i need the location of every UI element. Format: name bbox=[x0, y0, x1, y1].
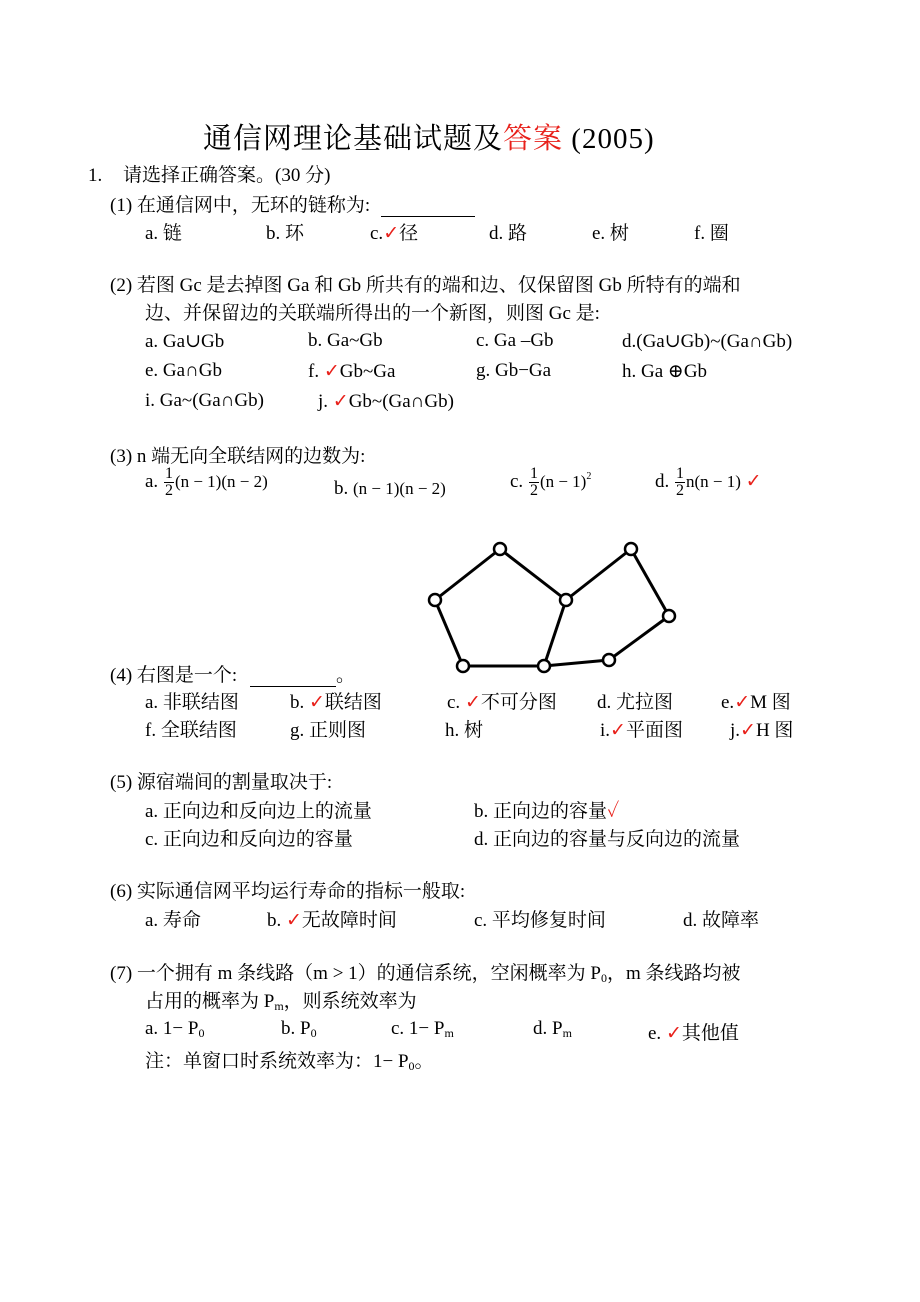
fraction-denominator: 2 bbox=[164, 482, 173, 499]
graph-node-n6 bbox=[625, 543, 637, 555]
title-year: (2005) bbox=[571, 123, 655, 155]
q7-text-1a: 一个拥有 m 条线路（m > 1）的通信系统，空闲概率为 P bbox=[136, 963, 601, 984]
check-mark-icon: ✓ bbox=[745, 470, 762, 492]
q2-option-g: g. Gb−Ga bbox=[476, 360, 552, 381]
q4-option-c bbox=[447, 687, 557, 714]
q2-option-a: a. Ga∪Gb bbox=[145, 331, 225, 352]
q7-label: (7) bbox=[110, 963, 133, 984]
fraction-denominator: 2 bbox=[529, 482, 538, 499]
q4-option-j bbox=[730, 715, 793, 742]
q7-option-e-text: 其他值 bbox=[681, 1023, 739, 1044]
graph-node-n3 bbox=[457, 660, 469, 672]
q1-option-c-text: 径 bbox=[399, 223, 419, 244]
q1-option-c-label: c. bbox=[370, 223, 384, 244]
q5-stem bbox=[110, 767, 332, 794]
q6-option-c: c. 平均修复时间 bbox=[474, 910, 606, 931]
q6-text: 实际通信网平均运行寿命的指标一般取: bbox=[136, 881, 466, 902]
check-mark-icon: ✓ bbox=[610, 720, 626, 741]
check-mark-icon: ✓ bbox=[309, 692, 325, 713]
check-mark-icon: ✓ bbox=[607, 801, 620, 822]
q2-option-h: h. Ga ⊕Gb bbox=[622, 361, 708, 382]
graph-edge-n8-n4 bbox=[544, 660, 609, 666]
q1-option-e: e. 树 bbox=[592, 223, 629, 244]
q7-sub-1: 0 bbox=[601, 971, 607, 985]
q4-label: (4) bbox=[110, 665, 133, 686]
q7-text-2a: 占用的概率为 P bbox=[145, 991, 275, 1012]
q7-option-c-sub: m bbox=[444, 1026, 454, 1040]
q4-text: 右图是一个: bbox=[136, 665, 238, 686]
graph-node-n7 bbox=[663, 610, 675, 622]
q2-option-f-label: f. bbox=[308, 361, 320, 382]
q7-option-c-text: c. 1− P bbox=[391, 1018, 445, 1039]
fraction-numerator: 1 bbox=[529, 465, 538, 482]
q7-text-2b: ，则系统效率为 bbox=[283, 991, 417, 1012]
q4-answer-blank bbox=[250, 670, 336, 687]
q7-option-e bbox=[648, 1018, 739, 1045]
q2-option-f-text: Gb~Ga bbox=[339, 361, 396, 382]
q7-option-b bbox=[281, 1018, 317, 1040]
q7-option-a bbox=[145, 1018, 204, 1040]
title-main: 通信网理论基础试题及 bbox=[203, 123, 504, 155]
q7-option-a-text: a. 1− P bbox=[145, 1018, 199, 1039]
q3-option-a-expr: (n − 1)(n − 2) bbox=[174, 471, 268, 491]
graph-node-n2 bbox=[429, 594, 441, 606]
section-title: 请选择正确答案。(30 分) bbox=[123, 165, 331, 186]
q2-option-c: c. Ga –Gb bbox=[476, 330, 554, 351]
q3-option-b-label: b. bbox=[334, 478, 349, 499]
q6-option-b-label: b. bbox=[267, 910, 282, 931]
q6-option-a: a. 寿命 bbox=[145, 910, 201, 931]
q6-stem bbox=[110, 876, 465, 903]
q2-text-1: 若图 Gc 是去掉图 Ga 和 Gb 所共有的端和边、仅保留图 Gb 所特有的端和 bbox=[136, 275, 741, 296]
q4-option-c-label: c. bbox=[447, 692, 461, 713]
graph-node-n1 bbox=[494, 543, 506, 555]
q5-label: (5) bbox=[110, 772, 133, 793]
q7-note-sub: 0 bbox=[408, 1059, 415, 1073]
q7-stem-line2 bbox=[145, 986, 417, 1013]
graph-edge-n4-n5 bbox=[544, 600, 566, 666]
q1-label: (1) bbox=[110, 195, 133, 216]
q3-option-d-label: d. bbox=[655, 470, 670, 492]
q4-option-e bbox=[721, 687, 791, 714]
q1-option-a: a. 链 bbox=[145, 223, 182, 244]
graph-edge-n6-n7 bbox=[631, 549, 669, 616]
q4-end-punct: 。 bbox=[335, 665, 355, 686]
graph-node-n8 bbox=[603, 654, 615, 666]
check-mark-icon: ✓ bbox=[383, 223, 400, 244]
fraction-numerator: 1 bbox=[676, 465, 684, 482]
q4-stem bbox=[110, 660, 355, 687]
graph-edge-n2-n3 bbox=[435, 600, 463, 666]
q5-option-c: c. 正向边和反向边的容量 bbox=[145, 829, 353, 850]
q2-label: (2) bbox=[110, 275, 133, 296]
q6-option-d: d. 故障率 bbox=[683, 910, 760, 931]
q5-option-a: a. 正向边和反向边上的流量 bbox=[145, 801, 372, 822]
q5-text: 源宿端间的割量取决于: bbox=[136, 772, 333, 793]
q3-option-c-expr: (n − 1) bbox=[539, 471, 587, 491]
q4-option-i-label: i. bbox=[600, 720, 611, 741]
q4-option-j-text: H 图 bbox=[755, 720, 794, 741]
q6-label: (6) bbox=[110, 881, 133, 902]
q4-option-i-text: 平面图 bbox=[625, 720, 683, 741]
q4-option-d: d. 尤拉图 bbox=[597, 692, 674, 713]
q6-option-b bbox=[267, 905, 397, 932]
q3-option-d-expr: n(n − 1) bbox=[686, 471, 741, 491]
q7-note-end: 。 bbox=[414, 1051, 434, 1072]
q4-option-f: f. 全联结图 bbox=[145, 720, 237, 741]
check-mark-icon: ✓ bbox=[332, 391, 349, 412]
q3-text: n 端无向全联结网的边数为: bbox=[136, 446, 366, 467]
section-number: 1. bbox=[88, 165, 103, 186]
q3-option-c-exponent: 2 bbox=[586, 470, 592, 482]
check-mark-icon: ✓ bbox=[665, 1023, 682, 1044]
q2-option-d: d.(Ga∪Gb)~(Ga∩Gb) bbox=[622, 331, 793, 352]
graph-edge-n7-n8 bbox=[609, 616, 669, 660]
q7-sub-2: m bbox=[274, 999, 284, 1013]
q6-option-b-text: 无故障时间 bbox=[301, 910, 397, 931]
q7-option-d-text: d. P bbox=[533, 1018, 563, 1039]
q3-label: (3) bbox=[110, 446, 133, 467]
q4-option-b-label: b. bbox=[290, 692, 305, 713]
q3-option-b-expr: (n − 1)(n − 2) bbox=[353, 479, 446, 498]
fraction-numerator: 1 bbox=[164, 465, 173, 482]
graph-edge-n5-n1 bbox=[500, 549, 566, 600]
q7-option-c bbox=[391, 1018, 454, 1040]
q4-option-h: h. 树 bbox=[445, 720, 484, 741]
q1-text: 在通信网中，无环的链称为: bbox=[136, 195, 371, 216]
q5-option-b-text: b. 正向边的容量 bbox=[474, 801, 608, 822]
q2-option-j-label: j. bbox=[318, 391, 329, 412]
q7-option-b-text: b. P bbox=[281, 1018, 311, 1039]
q7-stem-line1 bbox=[110, 958, 741, 985]
q4-option-b-text: 联结图 bbox=[324, 692, 382, 713]
q3-option-a-label: a. bbox=[145, 470, 159, 492]
q2-option-j-text: Gb~(Ga∩Gb) bbox=[348, 391, 454, 412]
title-highlight: 答案 bbox=[503, 123, 564, 155]
q1-option-f: f. 圈 bbox=[694, 223, 729, 244]
q7-text-1b: ，m 条线路均被 bbox=[607, 963, 741, 984]
q5-option-d: d. 正向边的容量与反向边的流量 bbox=[474, 829, 741, 850]
check-mark-icon: ✓ bbox=[323, 361, 340, 382]
q2-option-i: i. Ga~(Ga∩Gb) bbox=[145, 390, 264, 411]
graph-edge-n5-n6 bbox=[566, 549, 631, 600]
check-mark-icon: ✓ bbox=[286, 910, 302, 931]
check-mark-icon: ✓ bbox=[734, 692, 751, 713]
q4-option-e-text: M 图 bbox=[750, 692, 791, 713]
q1-option-b: b. 环 bbox=[266, 223, 305, 244]
q4-option-e-label: e. bbox=[721, 692, 735, 713]
graph-node-n5 bbox=[560, 594, 572, 606]
q4-option-a: a. 非联结图 bbox=[145, 692, 239, 713]
graph-edge-n1-n2 bbox=[435, 549, 500, 600]
q3-option-c-label: c. bbox=[510, 470, 524, 492]
q7-option-d bbox=[533, 1018, 572, 1040]
q7-option-d-sub: m bbox=[562, 1026, 572, 1040]
q4-option-c-text: 不可分图 bbox=[480, 692, 557, 713]
fraction-denominator: 2 bbox=[676, 482, 684, 499]
q7-option-e-label: e. bbox=[648, 1023, 662, 1044]
q1-option-d: d. 路 bbox=[489, 223, 528, 244]
q7-option-b-sub: 0 bbox=[310, 1026, 317, 1040]
q4-option-i bbox=[600, 715, 683, 742]
q7-note-text: 注：单窗口时系统效率为：1− P bbox=[145, 1051, 409, 1072]
q4-option-b bbox=[290, 687, 382, 714]
q4-option-j-label: j. bbox=[730, 720, 741, 741]
check-mark-icon: ✓ bbox=[740, 720, 756, 741]
q4-option-g: g. 正则图 bbox=[290, 720, 367, 741]
q2-option-b: b. Ga~Gb bbox=[308, 330, 383, 351]
q7-note bbox=[145, 1046, 434, 1073]
check-mark-icon: ✓ bbox=[464, 692, 481, 713]
q7-option-a-sub: 0 bbox=[198, 1026, 205, 1040]
graph-node-n4 bbox=[538, 660, 550, 672]
q2-option-e: e. Ga∩Gb bbox=[145, 360, 223, 381]
q5-option-b bbox=[474, 796, 619, 823]
q2-stem-line2: 边、并保留边的关联端所得出的一个新图，则图 Gc 是: bbox=[145, 303, 600, 324]
